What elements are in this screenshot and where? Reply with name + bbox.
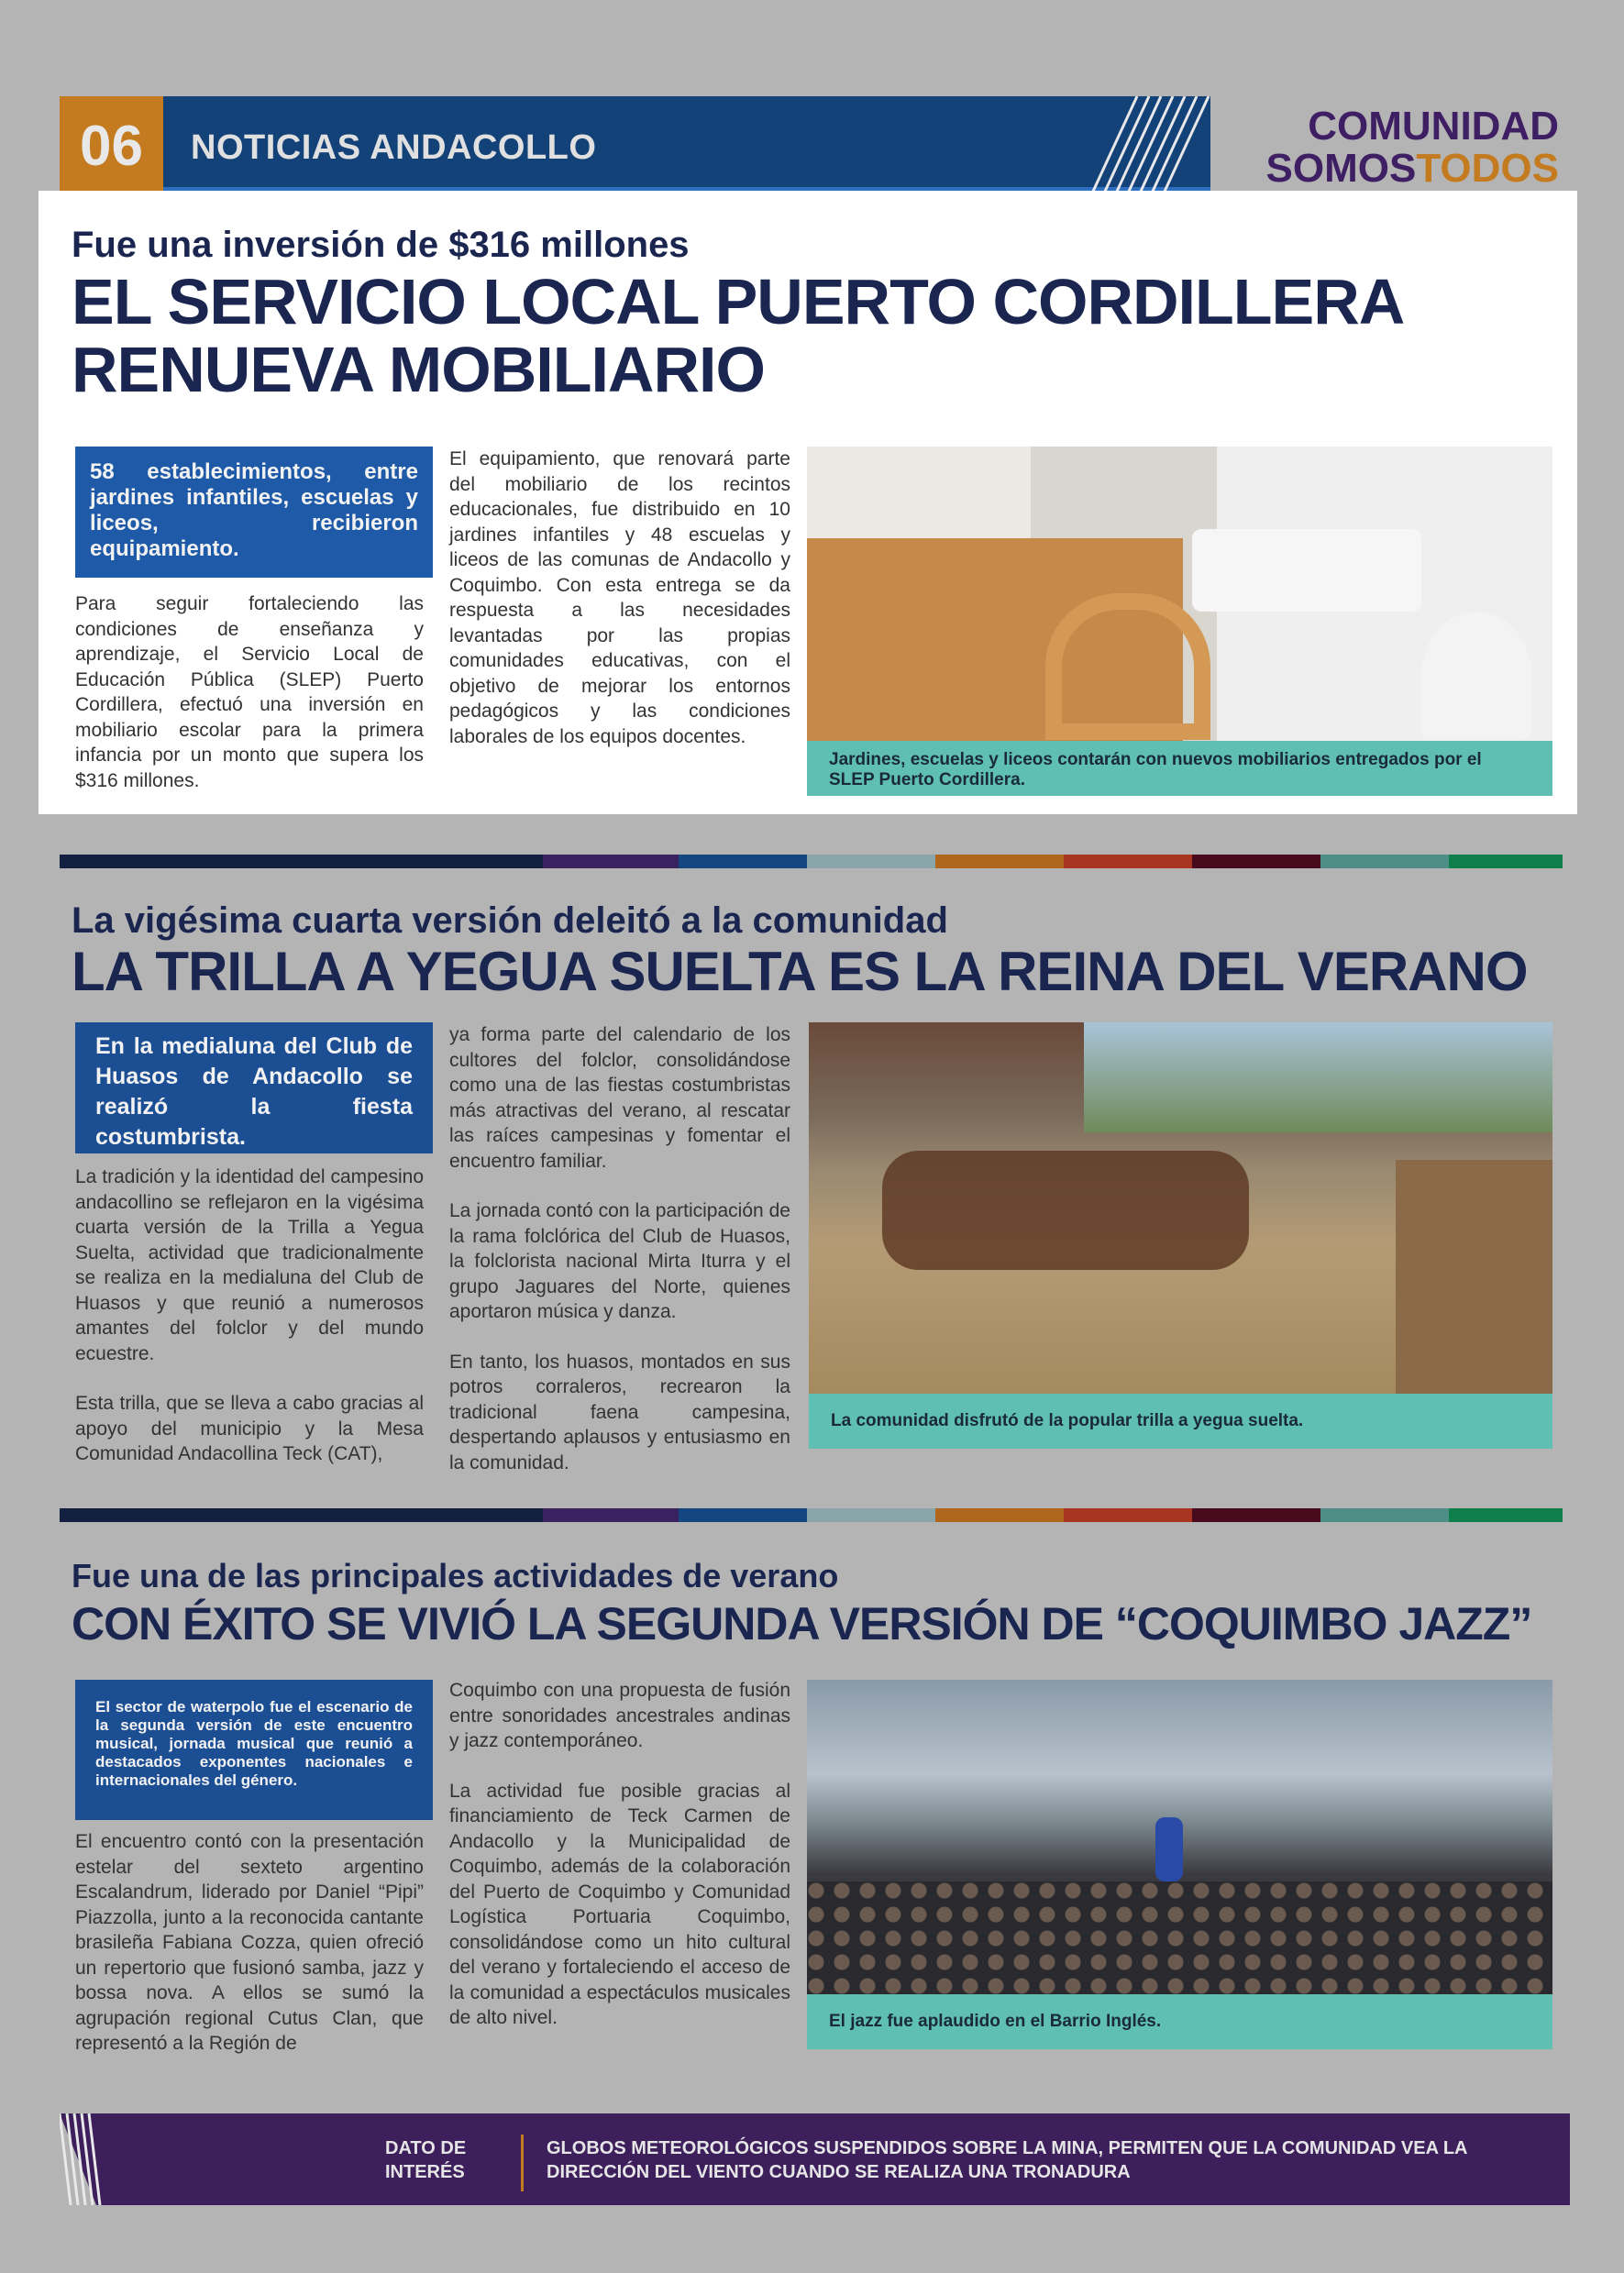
divider-segment <box>1064 1508 1192 1522</box>
paragraph: Coquimbo con una propuesta de fusión entre sonoridades ancestrales andinas y jazz contemporáneo. <box>449 1680 790 1751</box>
divider-segment <box>679 855 807 868</box>
article-2-title: LA TRILLA A YEGUA SUELTA ES LA REINA DEL VERANO <box>72 941 1528 1002</box>
article-3-kicker: Fue una de las principales actividades de verano <box>72 1557 839 1594</box>
trilla-horses-photo <box>809 1022 1552 1394</box>
article-3-title: CON ÉXITO SE VIVIÓ LA SEGUNDA VERSIÓN DE “COQUIMBO JAZZ” <box>72 1598 1532 1650</box>
paragraph: La jornada contó con la participación de la rama folclórica del Club de Huasos, la folclorista nacional Mirta Iturra y el grupo Jaguares del Norte, quienes aportaron música y danza. <box>449 1200 790 1322</box>
furniture-photo <box>807 447 1552 742</box>
section-title: NOTICIAS ANDACOLLO <box>191 128 597 167</box>
article-2-kicker: La vigésima cuarta versión deleitó a la comunidad <box>72 900 948 941</box>
logo-word-somos: SOMOS <box>1265 146 1417 191</box>
divider-segment <box>1449 855 1563 868</box>
article-1-col1: Para seguir fortaleciendo las condiciones de enseñanza y aprendizaje, el Servicio Local de Educación Pública (SLEP) Puerto Cordillera, efectuó una inversión en mobiliario escolar para la primera infancia por un monto que supera los $316 millones. <box>75 593 424 791</box>
article-1-title: EL SERVICIO LOCAL PUERTO CORDILLERA RENUEVA MOBILIARIO <box>72 266 1402 405</box>
paragraph: Esta trilla, que se lleva a cabo gracias al apoyo del municipio y la Mesa Comunidad Andacollina Teck (CAT), <box>75 1393 424 1464</box>
divider-segment <box>679 1508 807 1522</box>
decorative-stripes-icon <box>1087 96 1215 195</box>
article-2-caption: La comunidad disfrutó de la popular trilla a yegua suelta. <box>809 1394 1552 1449</box>
divider-segment <box>60 1508 543 1522</box>
article-1-kicker: Fue una inversión de $316 millones <box>72 225 690 265</box>
divider-segment <box>1320 1508 1449 1522</box>
jazz-concert-photo <box>807 1680 1552 1994</box>
divider-segment <box>1449 1508 1563 1522</box>
article-2-highlight: En la medialuna del Club de Huasos de Andacollo se realizó la fiesta costumbrista. <box>75 1022 433 1153</box>
article-1-col2: El equipamiento, que renovará parte del mobiliario de los recintos educacionales, fue distribuido en 10 jardines infantiles y 48 escuelas y liceos de las comunas de Andacollo y Coquimbo. Con esta entrega se da respuesta a las necesidades levantadas por las propias comunidades educativas, con el objetivo de mejorar los entornos pedagógicos y las condiciones laborales de los equipos docentes. <box>449 448 790 747</box>
divider-segment <box>807 855 935 868</box>
article-1-caption: Jardines, escuelas y liceos contarán con nuevos mobiliarios entregados por el SLEP Puerto Cordillera. <box>807 741 1552 796</box>
article-3-highlight: El sector de waterpolo fue el escenario de la segunda versión de este encuentro musical, jornada musical que reunió a destacados exponentes nacionales e internacionales del género. <box>75 1680 433 1820</box>
article-1-highlight: 58 establecimientos, entre jardines infantiles, escuelas y liceos, recibieron equipamiento. <box>75 447 433 578</box>
divider-segment <box>935 1508 1064 1522</box>
divider-segment <box>1192 1508 1320 1522</box>
footer-text: GLOBOS METEOROLÓGICOS SUSPENDIDOS SOBRE LA MINA, PERMITEN QUE LA COMUNIDAD VEA LA DIRECCIÓN DEL VIENTO CUANDO SE REALIZA UNA TRONADURA <box>547 2138 1467 2182</box>
footer-divider <box>521 2135 524 2191</box>
divider-segment <box>543 1508 679 1522</box>
article-3-caption: El jazz fue aplaudido en el Barrio Inglés. <box>807 1994 1552 2049</box>
divider-segment <box>807 1508 935 1522</box>
paragraph: La tradición y la identidad del campesino andacollino se reflejaron en la vigésima cuarta versión de la Trilla a Yegua Suelta, actividad que tradicionalmente se realiza en la medialuna del Club de Huasos y que reunió a numerosos amantes del folclor y del mundo ecuestre. <box>75 1166 424 1364</box>
paragraph: La actividad fue posible gracias al financiamiento de Teck Carmen de Andacollo y la Municipalidad de Coquimbo, además de la colaboración del Puerto de Coquimbo y Comunidad Logística Portuaria Coquimbo, consolidándose como un hito cultural del verano y fortaleciendo el acceso de la comunidad a espectáculos musicales de alto nivel. <box>449 1780 790 2028</box>
divider-segment <box>60 855 543 868</box>
article-3-col1: El encuentro contó con la presentación estelar del sexteto argentino Escalandrum, liderado por Daniel “Pipi” Piazzolla, junto a la reconocida cantante brasileña Fabiana Cozza, quien ofreció un repertorio que fusionó samba, jazz y bossa nova. A ellos se sumó la agrupación regional Cutus Clan, que representó a la Región de <box>75 1831 424 2054</box>
footer-stripes-icon <box>60 2113 179 2205</box>
divider-segment <box>1320 855 1449 868</box>
article-3-col2 <box>449 1678 790 2031</box>
article-2-col2 <box>449 1022 790 1475</box>
comunidad-logo <box>1229 105 1559 190</box>
paragraph: ya forma parte del calendario de los cultores del folclor, consolidándose como una de las fiestas costumbristas más atractivas del verano, al rescatar las raíces campesinas y fomentar el encuentro familiar. <box>449 1024 790 1172</box>
page-number: 06 <box>60 96 163 195</box>
color-divider <box>60 855 1570 868</box>
divider-segment <box>1192 855 1320 868</box>
color-divider <box>60 1508 1570 1522</box>
footer-label: DATO DE INTERÉS <box>385 2138 467 2182</box>
logo-line-1: COMUNIDAD <box>1308 104 1559 149</box>
divider-segment <box>1064 855 1192 868</box>
paragraph: En tanto, los huasos, montados en sus potros corraleros, recrearon la tradicional faena campesina, despertando aplausos y entusiasmo en la comunidad. <box>449 1351 790 1473</box>
logo-word-todos: TODOS <box>1416 146 1559 191</box>
divider-segment <box>543 855 679 868</box>
divider-segment <box>935 855 1064 868</box>
article-2-col1 <box>75 1164 424 1467</box>
